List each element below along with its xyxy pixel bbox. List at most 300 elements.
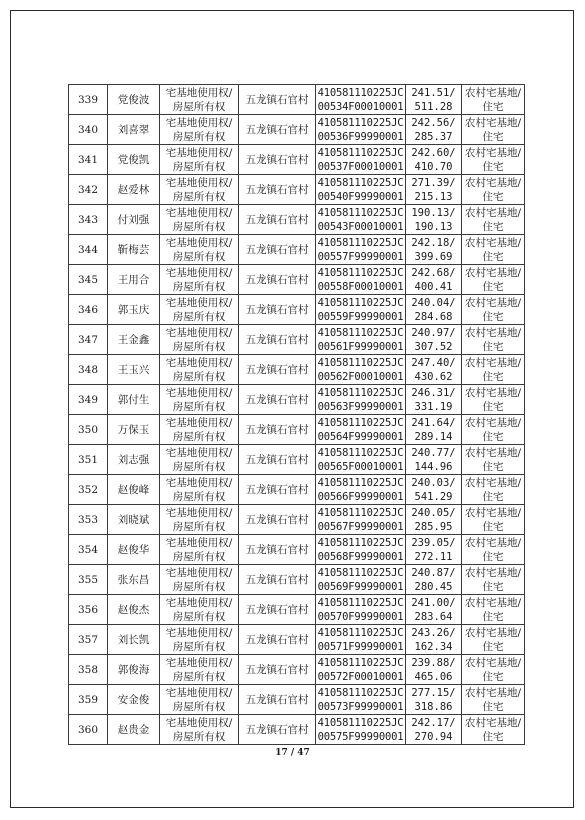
owner-name-cell (108, 175, 160, 205)
right-type-text: 房屋所有权 (172, 610, 226, 623)
area-cell (406, 355, 462, 385)
location-text: 五龙镇石官村 (245, 123, 309, 136)
row-number-text: 351 (77, 453, 99, 466)
unit-code-text: 00566F99990001 (317, 490, 404, 503)
area-text: 144.96 (414, 460, 453, 473)
area-text: 239.88/ (411, 656, 456, 669)
area-cell (406, 295, 462, 325)
row-number-text: 348 (77, 363, 99, 376)
table-row (69, 325, 525, 355)
owner-name-text: 刘志强 (117, 453, 150, 466)
owner-name-cell (108, 295, 160, 325)
table-row (69, 535, 525, 565)
right-type-cell (160, 565, 239, 595)
row-number-cell (69, 355, 108, 385)
unit-code-cell (316, 715, 406, 745)
owner-name-cell (108, 655, 160, 685)
unit-code-text: 410581110225JC (317, 356, 404, 369)
unit-code-text: 410581110225JC (317, 86, 404, 99)
usage-text: 农村宅基地/ (464, 446, 522, 459)
owner-name-cell (108, 355, 160, 385)
usage-text: 住宅 (482, 550, 504, 563)
usage-text: 农村宅基地/ (464, 536, 522, 549)
right-type-text: 宅基地使用权/ (165, 716, 233, 729)
area-text: 242.68/ (411, 266, 456, 279)
area-text: 215.13 (414, 190, 453, 203)
usage-cell (462, 325, 525, 355)
right-type-text: 房屋所有权 (172, 310, 226, 323)
unit-code-cell (316, 145, 406, 175)
location-text: 五龙镇石官村 (245, 693, 309, 706)
right-type-text: 房屋所有权 (172, 520, 226, 533)
right-type-text: 宅基地使用权/ (165, 296, 233, 309)
area-cell (406, 325, 462, 355)
area-cell (406, 235, 462, 265)
usage-cell (462, 625, 525, 655)
area-cell (406, 145, 462, 175)
right-type-text: 宅基地使用权/ (165, 656, 233, 669)
right-type-cell (160, 355, 239, 385)
usage-text: 农村宅基地/ (464, 626, 522, 639)
row-number-cell (69, 175, 108, 205)
usage-text: 住宅 (482, 400, 504, 413)
row-number-cell (69, 565, 108, 595)
table-row (69, 475, 525, 505)
location-text: 五龙镇石官村 (245, 303, 309, 316)
usage-cell (462, 415, 525, 445)
unit-code-text: 00568F99990001 (317, 550, 404, 563)
owner-name-text: 安金俊 (117, 693, 150, 706)
usage-text: 住宅 (482, 640, 504, 653)
location-cell (239, 625, 316, 655)
right-type-text: 房屋所有权 (172, 640, 226, 653)
right-type-text: 宅基地使用权/ (165, 206, 233, 219)
row-number-cell (69, 385, 108, 415)
usage-cell (462, 595, 525, 625)
unit-code-cell (316, 85, 406, 115)
location-text: 五龙镇石官村 (245, 333, 309, 346)
row-number-text: 344 (77, 243, 99, 256)
usage-text: 住宅 (482, 130, 504, 143)
row-number-text: 353 (77, 513, 99, 526)
usage-text: 住宅 (482, 700, 504, 713)
usage-cell (462, 715, 525, 745)
right-type-text: 宅基地使用权/ (165, 476, 233, 489)
usage-cell (462, 205, 525, 235)
usage-cell (462, 385, 525, 415)
right-type-cell (160, 85, 239, 115)
right-type-text: 房屋所有权 (172, 100, 226, 113)
area-text: 307.52 (414, 340, 453, 353)
area-text: 162.34 (414, 640, 453, 653)
unit-code-text: 410581110225JC (317, 116, 404, 129)
unit-code-cell (316, 355, 406, 385)
usage-cell (462, 265, 525, 295)
usage-text: 住宅 (482, 310, 504, 323)
area-text: 289.14 (414, 430, 453, 443)
right-type-text: 宅基地使用权/ (165, 536, 233, 549)
page-number: 17 / 47 (275, 748, 310, 758)
usage-cell (462, 565, 525, 595)
location-cell (239, 385, 316, 415)
right-type-cell (160, 205, 239, 235)
usage-cell (462, 475, 525, 505)
row-number-cell (69, 265, 108, 295)
unit-code-text: 00572F00010001 (317, 670, 404, 683)
row-number-text: 347 (77, 333, 99, 346)
right-type-text: 宅基地使用权/ (165, 626, 233, 639)
unit-code-text: 00573F99990001 (317, 700, 404, 713)
usage-text: 农村宅基地/ (464, 566, 522, 579)
usage-text: 住宅 (482, 370, 504, 383)
area-cell (406, 715, 462, 745)
area-text: 285.95 (414, 520, 453, 533)
area-text: 240.77/ (411, 446, 456, 459)
right-type-text: 宅基地使用权/ (165, 116, 233, 129)
usage-text: 住宅 (482, 670, 504, 683)
right-type-text: 宅基地使用权/ (165, 146, 233, 159)
right-type-text: 宅基地使用权/ (165, 176, 233, 189)
right-type-text: 房屋所有权 (172, 580, 226, 593)
usage-cell (462, 145, 525, 175)
row-number-text: 345 (77, 273, 99, 286)
right-type-cell (160, 115, 239, 145)
owner-name-cell (108, 235, 160, 265)
location-text: 五龙镇石官村 (245, 603, 309, 616)
owner-name-cell (108, 85, 160, 115)
location-cell (239, 415, 316, 445)
usage-text: 农村宅基地/ (464, 86, 522, 99)
right-type-cell (160, 655, 239, 685)
owner-name-cell (108, 535, 160, 565)
location-cell (239, 595, 316, 625)
right-type-cell (160, 625, 239, 655)
row-number-text: 359 (77, 693, 99, 706)
location-cell (239, 235, 316, 265)
right-type-text: 宅基地使用权/ (165, 386, 233, 399)
area-text: 511.28 (414, 100, 453, 113)
unit-code-text: 00534F00010001 (317, 100, 404, 113)
area-text: 430.62 (414, 370, 453, 383)
area-text: 239.05/ (411, 536, 456, 549)
right-type-cell (160, 235, 239, 265)
row-number-cell (69, 445, 108, 475)
usage-text: 住宅 (482, 730, 504, 743)
right-type-text: 房屋所有权 (172, 190, 226, 203)
right-type-text: 房屋所有权 (172, 370, 226, 383)
right-type-text: 房屋所有权 (172, 430, 226, 443)
area-text: 242.60/ (411, 146, 456, 159)
usage-cell (462, 355, 525, 385)
location-text: 五龙镇石官村 (245, 633, 309, 646)
table-row (69, 625, 525, 655)
right-type-cell (160, 595, 239, 625)
usage-cell (462, 505, 525, 535)
usage-cell (462, 655, 525, 685)
usage-text: 农村宅基地/ (464, 266, 522, 279)
usage-text: 住宅 (482, 580, 504, 593)
unit-code-text: 00558F00010001 (317, 280, 404, 293)
area-cell (406, 685, 462, 715)
usage-text: 住宅 (482, 460, 504, 473)
location-cell (239, 115, 316, 145)
unit-code-text: 410581110225JC (317, 566, 404, 579)
usage-text: 住宅 (482, 190, 504, 203)
owner-name-cell (108, 445, 160, 475)
location-text: 五龙镇石官村 (245, 453, 309, 466)
unit-code-text: 410581110225JC (317, 656, 404, 669)
unit-code-text: 410581110225JC (317, 686, 404, 699)
row-number-cell (69, 415, 108, 445)
location-text: 五龙镇石官村 (245, 213, 309, 226)
usage-text: 农村宅基地/ (464, 716, 522, 729)
row-number-cell (69, 595, 108, 625)
area-text: 242.56/ (411, 116, 456, 129)
owner-name-text: 郭俊海 (117, 663, 150, 676)
right-type-cell (160, 265, 239, 295)
row-number-text: 339 (77, 93, 99, 106)
unit-code-text: 00559F99990001 (317, 310, 404, 323)
unit-code-cell (316, 235, 406, 265)
unit-code-text: 00570F99990001 (317, 610, 404, 623)
area-cell (406, 625, 462, 655)
right-type-cell (160, 505, 239, 535)
area-text: 277.15/ (411, 686, 456, 699)
row-number-text: 354 (77, 543, 99, 556)
owner-name-cell (108, 595, 160, 625)
right-type-cell (160, 295, 239, 325)
location-cell (239, 355, 316, 385)
right-type-text: 宅基地使用权/ (165, 446, 233, 459)
right-type-text: 房屋所有权 (172, 550, 226, 563)
unit-code-cell (316, 625, 406, 655)
location-cell (239, 295, 316, 325)
right-type-text: 宅基地使用权/ (165, 506, 233, 519)
area-cell (406, 535, 462, 565)
right-type-text: 房屋所有权 (172, 670, 226, 683)
area-text: 240.03/ (411, 476, 456, 489)
usage-text: 农村宅基地/ (464, 386, 522, 399)
area-cell (406, 265, 462, 295)
location-text: 五龙镇石官村 (245, 723, 309, 736)
unit-code-text: 00563F99990001 (317, 400, 404, 413)
area-text: 280.45 (414, 580, 453, 593)
unit-code-text: 00540F99990001 (317, 190, 404, 203)
row-number-text: 355 (77, 573, 99, 586)
row-number-cell (69, 715, 108, 745)
unit-code-text: 410581110225JC (317, 476, 404, 489)
unit-code-text: 00575F99990001 (317, 730, 404, 743)
right-type-text: 房屋所有权 (172, 280, 226, 293)
location-text: 五龙镇石官村 (245, 543, 309, 556)
right-type-cell (160, 175, 239, 205)
usage-cell (462, 295, 525, 325)
location-text: 五龙镇石官村 (245, 393, 309, 406)
usage-text: 农村宅基地/ (464, 506, 522, 519)
owner-name-cell (108, 565, 160, 595)
location-text: 五龙镇石官村 (245, 423, 309, 436)
right-type-text: 房屋所有权 (172, 250, 226, 263)
unit-code-text: 00557F99990001 (317, 250, 404, 263)
location-cell (239, 145, 316, 175)
table-row (69, 565, 525, 595)
right-type-cell (160, 475, 239, 505)
area-text: 247.40/ (411, 356, 456, 369)
unit-code-text: 410581110225JC (317, 326, 404, 339)
owner-name-text: 王用合 (117, 273, 150, 286)
usage-text: 农村宅基地/ (464, 296, 522, 309)
unit-code-cell (316, 595, 406, 625)
usage-text: 住宅 (482, 100, 504, 113)
unit-code-text: 00564F99990001 (317, 430, 404, 443)
unit-code-cell (316, 115, 406, 145)
area-cell (406, 505, 462, 535)
unit-code-text: 410581110225JC (317, 296, 404, 309)
usage-text: 农村宅基地/ (464, 326, 522, 339)
row-number-text: 341 (77, 153, 99, 166)
location-cell (239, 475, 316, 505)
area-cell (406, 205, 462, 235)
table-row (69, 505, 525, 535)
right-type-text: 房屋所有权 (172, 490, 226, 503)
row-number-cell (69, 535, 108, 565)
area-cell (406, 385, 462, 415)
table-row (69, 655, 525, 685)
table-row (69, 445, 525, 475)
usage-cell (462, 115, 525, 145)
row-number-text: 358 (77, 663, 99, 676)
row-number-text: 349 (77, 393, 99, 406)
usage-cell (462, 685, 525, 715)
area-text: 241.64/ (411, 416, 456, 429)
usage-text: 住宅 (482, 340, 504, 353)
area-text: 190.13/ (411, 206, 456, 219)
owner-name-text: 王玉兴 (117, 363, 150, 376)
area-text: 241.51/ (411, 86, 456, 99)
area-text: 270.94 (414, 730, 453, 743)
usage-text: 农村宅基地/ (464, 236, 522, 249)
row-number-text: 357 (77, 633, 99, 646)
owner-name-text: 刘长凯 (117, 633, 150, 646)
location-cell (239, 325, 316, 355)
owner-name-text: 付刘强 (117, 213, 150, 226)
table-row (69, 685, 525, 715)
owner-name-text: 郭付生 (117, 393, 150, 406)
unit-code-cell (316, 445, 406, 475)
unit-code-text: 00561F99990001 (317, 340, 404, 353)
row-number-cell (69, 625, 108, 655)
area-text: 242.17/ (411, 716, 456, 729)
area-text: 283.64 (414, 610, 453, 623)
area-text: 246.31/ (411, 386, 456, 399)
location-cell (239, 715, 316, 745)
row-number-cell (69, 145, 108, 175)
area-cell (406, 415, 462, 445)
registration-table (68, 84, 525, 745)
location-text: 五龙镇石官村 (245, 663, 309, 676)
area-text: 241.00/ (411, 596, 456, 609)
row-number-cell (69, 115, 108, 145)
right-type-text: 宅基地使用权/ (165, 566, 233, 579)
row-number-cell (69, 235, 108, 265)
unit-code-text: 410581110225JC (317, 176, 404, 189)
location-cell (239, 265, 316, 295)
unit-code-cell (316, 685, 406, 715)
right-type-cell (160, 445, 239, 475)
location-text: 五龙镇石官村 (245, 483, 309, 496)
right-type-text: 宅基地使用权/ (165, 236, 233, 249)
owner-name-cell (108, 205, 160, 235)
unit-code-cell (316, 535, 406, 565)
unit-code-cell (316, 205, 406, 235)
unit-code-cell (316, 175, 406, 205)
area-text: 243.26/ (411, 626, 456, 639)
area-text: 272.11 (414, 550, 453, 563)
location-text: 五龙镇石官村 (245, 153, 309, 166)
area-cell (406, 85, 462, 115)
usage-text: 住宅 (482, 220, 504, 233)
location-text: 五龙镇石官村 (245, 573, 309, 586)
location-cell (239, 685, 316, 715)
table-row (69, 715, 525, 745)
right-type-text: 房屋所有权 (172, 460, 226, 473)
unit-code-text: 410581110225JC (317, 596, 404, 609)
table-row (69, 115, 525, 145)
owner-name-cell (108, 385, 160, 415)
area-text: 400.41 (414, 280, 453, 293)
right-type-cell (160, 145, 239, 175)
unit-code-cell (316, 565, 406, 595)
row-number-cell (69, 85, 108, 115)
usage-text: 农村宅基地/ (464, 686, 522, 699)
right-type-text: 宅基地使用权/ (165, 416, 233, 429)
location-text: 五龙镇石官村 (245, 243, 309, 256)
unit-code-text: 410581110225JC (317, 386, 404, 399)
area-text: 541.29 (414, 490, 453, 503)
usage-text: 住宅 (482, 610, 504, 623)
right-type-text: 宅基地使用权/ (165, 356, 233, 369)
location-cell (239, 505, 316, 535)
owner-name-cell (108, 415, 160, 445)
right-type-text: 宅基地使用权/ (165, 326, 233, 339)
location-cell (239, 565, 316, 595)
usage-text: 农村宅基地/ (464, 206, 522, 219)
owner-name-cell (108, 715, 160, 745)
table-row (69, 385, 525, 415)
location-cell (239, 535, 316, 565)
unit-code-text: 410581110225JC (317, 146, 404, 159)
right-type-cell (160, 715, 239, 745)
table-row (69, 205, 525, 235)
usage-text: 农村宅基地/ (464, 416, 522, 429)
area-text: 190.13 (414, 220, 453, 233)
row-number-text: 356 (77, 603, 99, 616)
usage-cell (462, 445, 525, 475)
unit-code-cell (316, 325, 406, 355)
unit-code-text: 00567F99990001 (317, 520, 404, 533)
owner-name-text: 靳梅芸 (117, 243, 150, 256)
area-cell (406, 655, 462, 685)
owner-name-text: 张东昌 (117, 573, 150, 586)
table-row (69, 295, 525, 325)
owner-name-cell (108, 325, 160, 355)
usage-text: 农村宅基地/ (464, 356, 522, 369)
row-number-text: 352 (77, 483, 99, 496)
unit-code-text: 00543F00010001 (317, 220, 404, 233)
row-number-text: 343 (77, 213, 99, 226)
area-text: 240.05/ (411, 506, 456, 519)
area-text: 410.70 (414, 160, 453, 173)
